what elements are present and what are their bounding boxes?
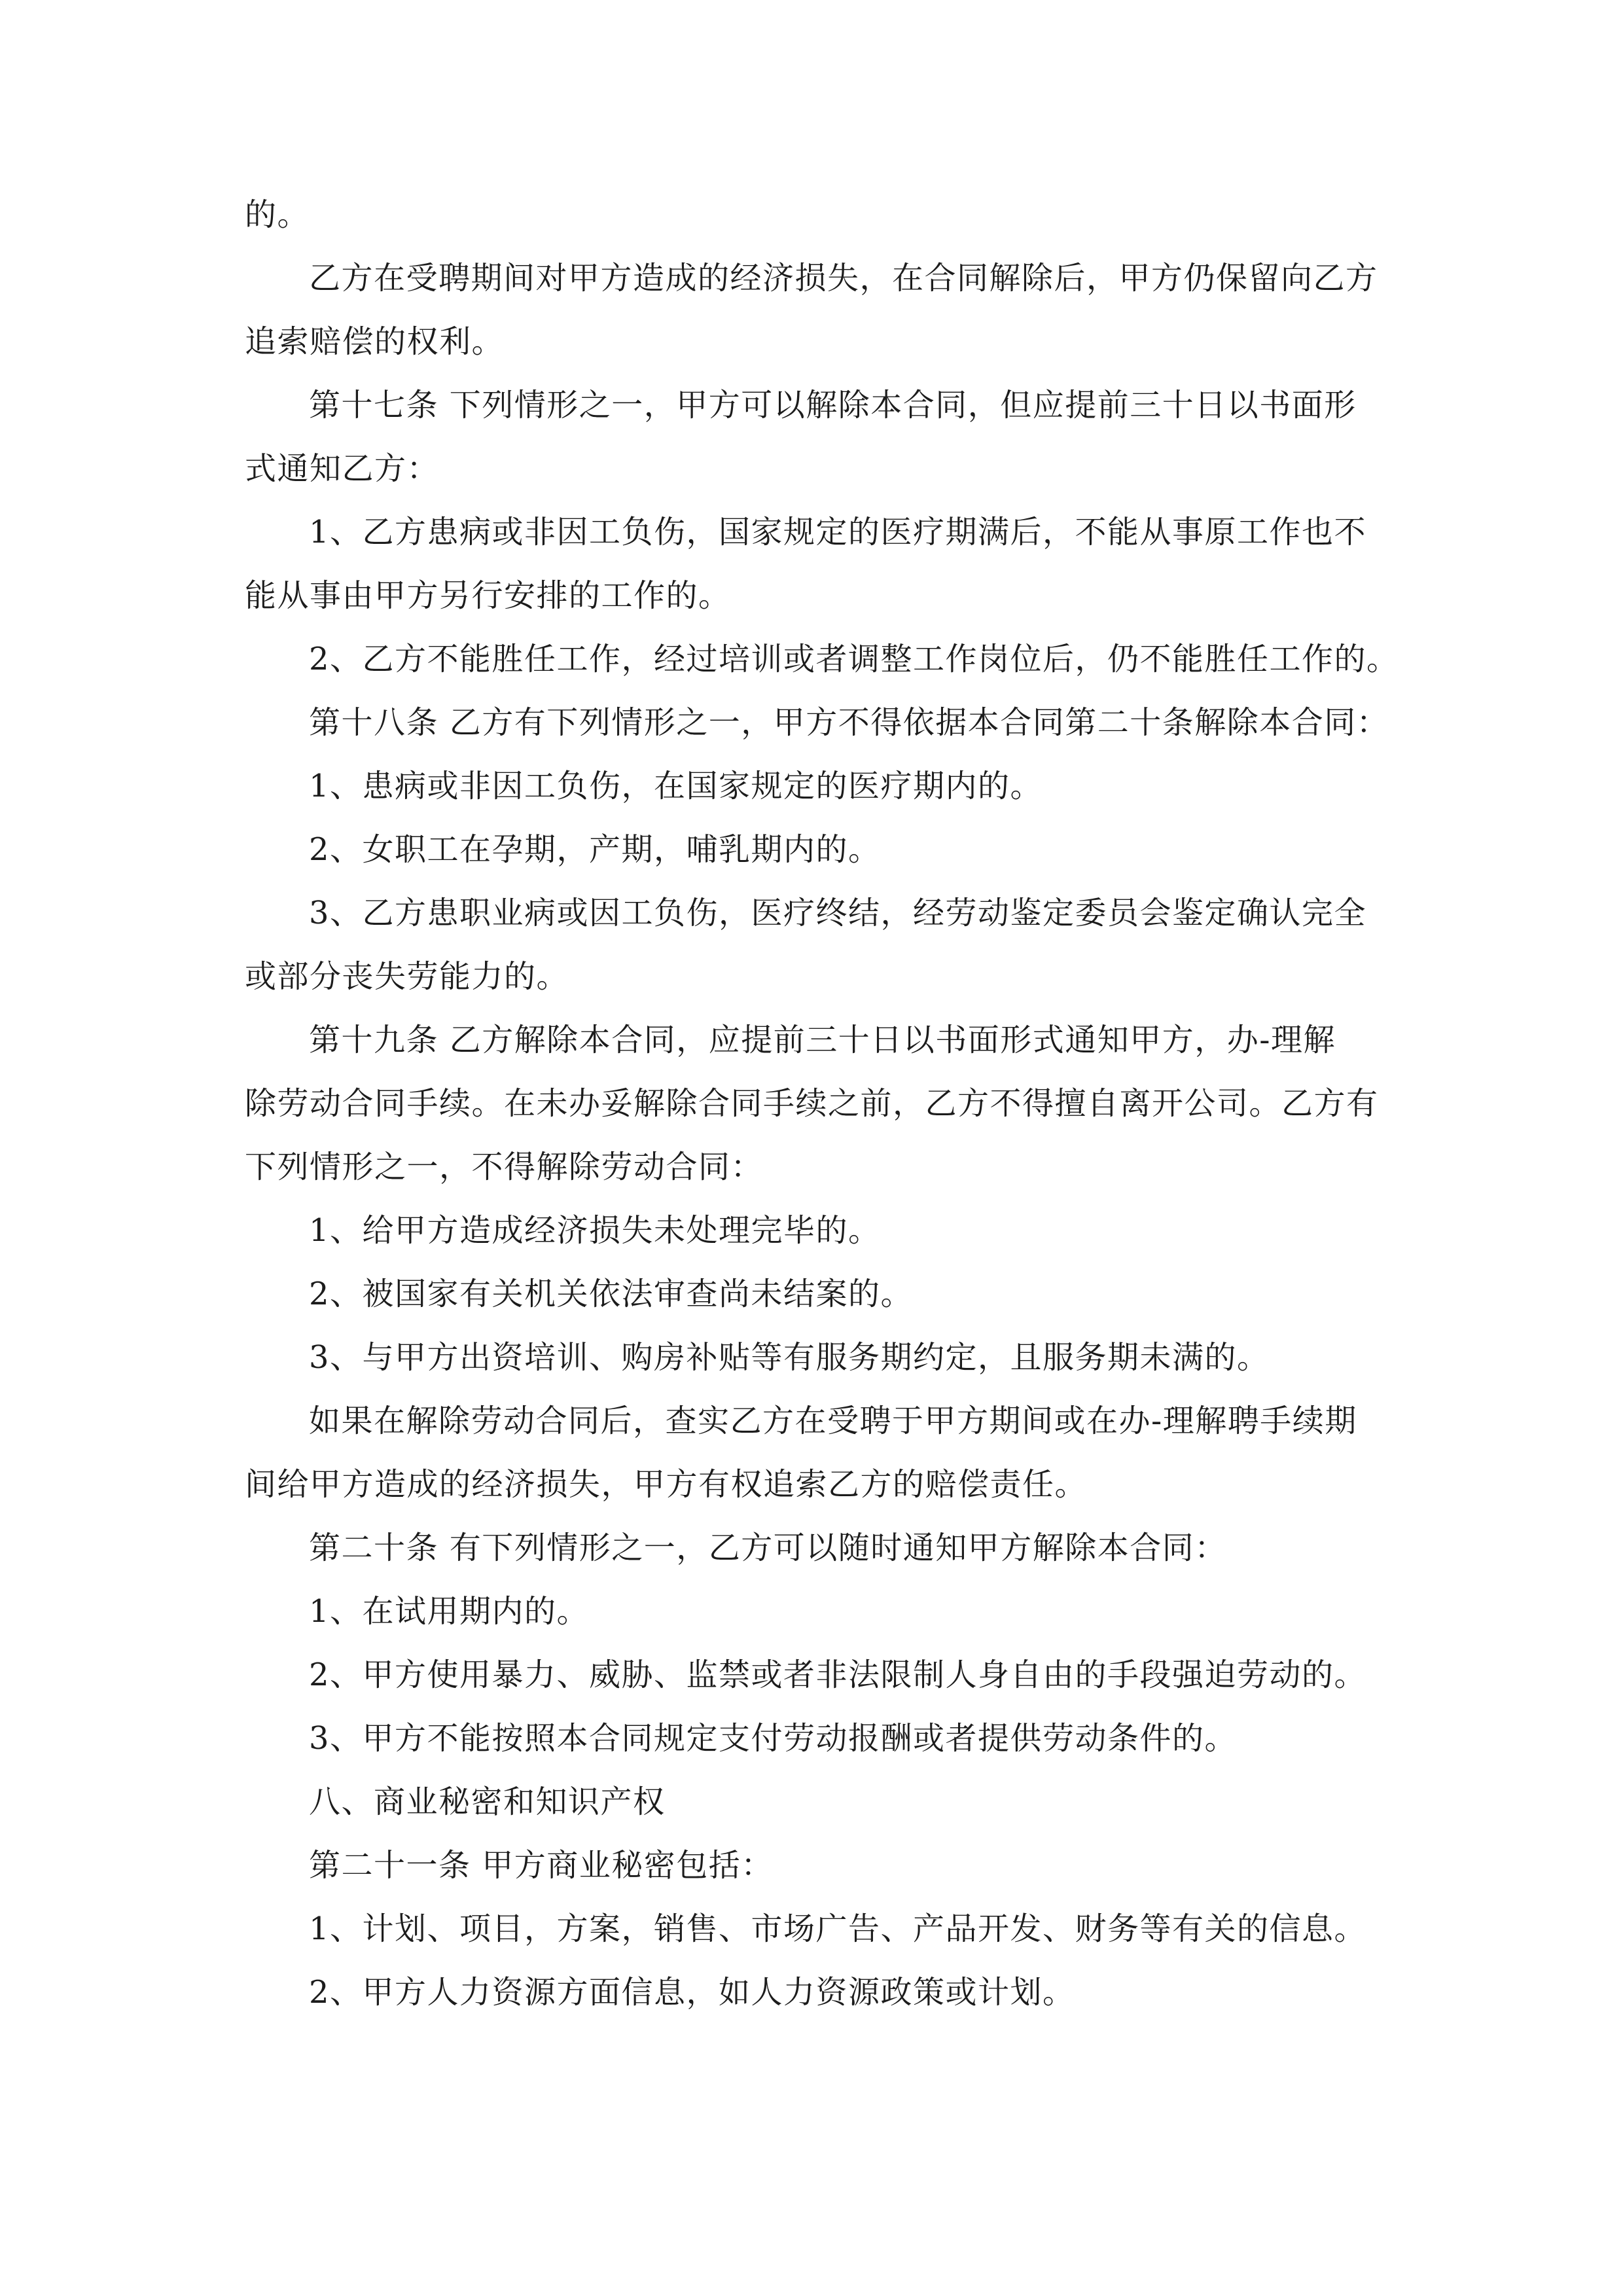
text-line: 1、计划、项目，方案，销售、市场广告、产品开发、财务等有关的信息。 bbox=[309, 1910, 1367, 1947]
text-line: 式通知乙方： bbox=[245, 450, 440, 487]
text-line: 3、与甲方出资培训、购房补贴等有服务期约定，且服务期未满的。 bbox=[309, 1339, 1270, 1376]
text-line: 第二十条 有下列情形之一，乙方可以随时通知甲方解除本合同： bbox=[309, 1530, 1227, 1566]
text-line: 间给甲方造成的经济损失，甲方有权追索乙方的赔偿责任。 bbox=[245, 1466, 1088, 1503]
text-line: 1、患病或非因工负伤，在国家规定的医疗期内的。 bbox=[309, 768, 1043, 804]
text-line: 1、在试用期内的。 bbox=[309, 1593, 590, 1630]
text-line: 第十八条 乙方有下列情形之一，甲方不得依据本合同第二十条解除本合同： bbox=[309, 704, 1389, 741]
section-heading: 八、商业秘密和知识产权 bbox=[309, 1784, 666, 1820]
text-line: 2、甲方人力资源方面信息，如人力资源政策或计划。 bbox=[309, 1974, 1075, 2011]
text-line: 第二十一条 甲方商业秘密包括： bbox=[309, 1847, 774, 1884]
text-line: 第十九条 乙方解除本合同，应提前三十日以书面形式通知甲方，办-理解 bbox=[309, 1022, 1336, 1058]
text-line: 1、给甲方造成经济损失未处理完毕的。 bbox=[309, 1212, 881, 1249]
text-line: 2、乙方不能胜任工作，经过培训或者调整工作岗位后，仍不能胜任工作的。 bbox=[309, 641, 1399, 677]
text-line: 能从事由甲方另行安排的工作的。 bbox=[245, 577, 731, 614]
text-line: 追索赔偿的权利。 bbox=[245, 323, 505, 360]
text-line: 乙方在受聘期间对甲方造成的经济损失，在合同解除后，甲方仍保留向乙方 bbox=[309, 260, 1378, 296]
text-line: 3、乙方患职业病或因工负伤，医疗终结，经劳动鉴定委员会鉴定确认完全 bbox=[309, 895, 1367, 931]
text-line: 除劳动合同手续。在未办妥解除合同手续之前，乙方不得擅自离开公司。乙方有 bbox=[245, 1085, 1379, 1122]
text-line: 2、被国家有关机关依法审查尚未结案的。 bbox=[309, 1276, 914, 1312]
text-line: 2、甲方使用暴力、威胁、监禁或者非法限制人身自由的手段强迫劳动的。 bbox=[309, 1657, 1367, 1693]
text-line: 的。 bbox=[245, 196, 310, 233]
text-line: 2、女职工在孕期，产期，哺乳期内的。 bbox=[309, 831, 881, 868]
text-line: 1、乙方患病或非因工负伤，国家规定的医疗期满后，不能从事原工作也不 bbox=[309, 514, 1367, 550]
text-line: 如果在解除劳动合同后，查实乙方在受聘于甲方期间或在办-理解聘手续期 bbox=[309, 1403, 1357, 1439]
text-line: 3、甲方不能按照本合同规定支付劳动报酬或者提供劳动条件的。 bbox=[309, 1720, 1238, 1757]
text-line: 下列情形之一，不得解除劳动合同： bbox=[245, 1149, 764, 1185]
text-line: 或部分丧失劳能力的。 bbox=[245, 958, 569, 995]
text-line: 第十七条 下列情形之一，甲方可以解除本合同，但应提前三十日以书面形 bbox=[309, 387, 1357, 423]
